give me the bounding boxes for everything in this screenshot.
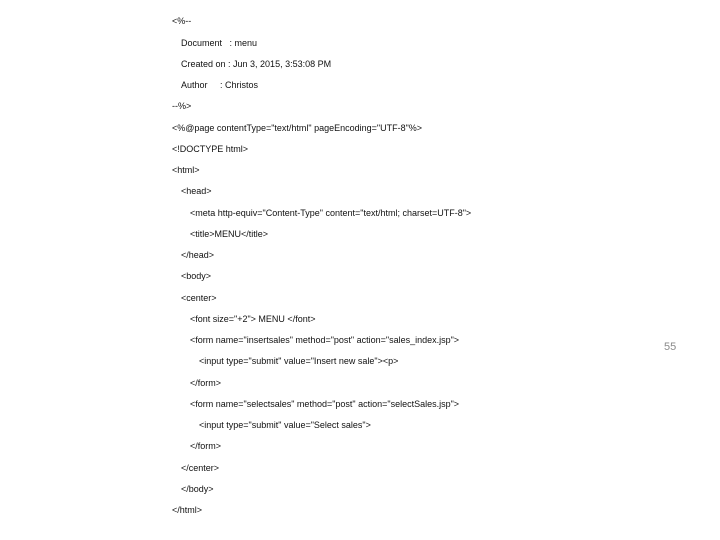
code-line: </center> (181, 463, 220, 473)
code-line: --%> (172, 101, 192, 111)
code-line: <html> (172, 165, 200, 175)
code-line: Author : Christos (181, 80, 259, 90)
code-line: </form> (190, 378, 222, 388)
code-line: <body> (181, 271, 212, 281)
code-line: <%@page contentType="text/html" pageEncoding="UTF-8"%> (172, 123, 423, 133)
code-line: </head> (181, 250, 215, 260)
code-line: <!DOCTYPE html> (172, 144, 249, 154)
code-line: </html> (172, 505, 203, 515)
code-line: <form name="selectsales" method="post" action="selectSales.jsp"> (190, 399, 460, 409)
code-line: Created on : Jun 3, 2015, 3:53:08 PM (181, 59, 332, 69)
code-line: <title>MENU</title> (190, 229, 269, 239)
slide-number: 55 (664, 341, 677, 353)
code-line: <font size="+2"> MENU </font> (190, 314, 316, 324)
code-line: </form> (190, 441, 222, 451)
code-line: </body> (181, 484, 214, 494)
code-line: <head> (181, 186, 212, 196)
code-line: <%-- (172, 16, 192, 26)
code-line: <form name="insertsales" method="post" action="sales_index.jsp"> (190, 335, 460, 345)
code-line: <input type="submit" value="Insert new sale"><p> (199, 356, 399, 366)
code-line: <input type="submit" value="Select sales"> (199, 420, 371, 430)
code-line: <center> (181, 293, 217, 303)
code-line: Document : menu (181, 38, 258, 48)
code-line: <meta http-equiv="Content-Type" content="text/html; charset=UTF-8"> (190, 208, 472, 218)
